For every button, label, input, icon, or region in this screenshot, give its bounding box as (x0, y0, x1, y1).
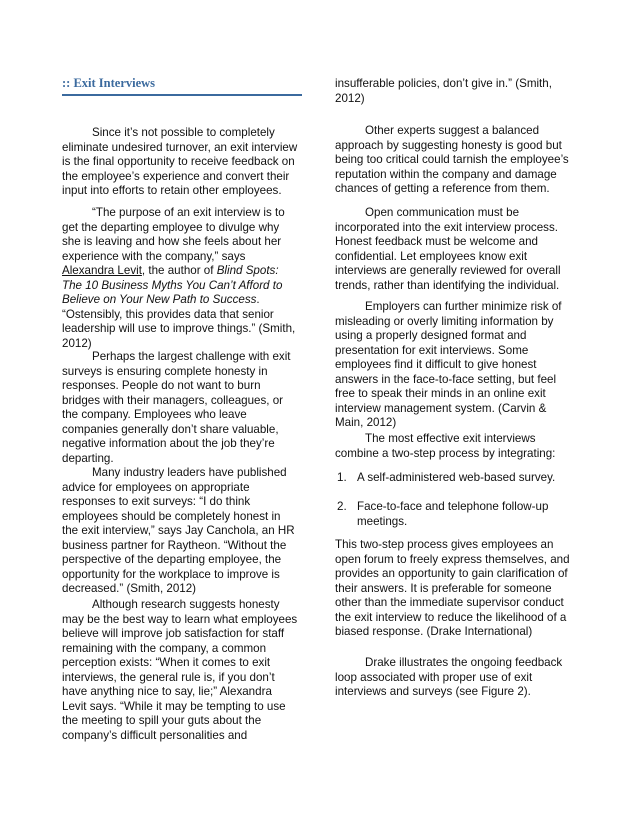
paragraph-5-text: Although research suggests honesty may be the best way to learn what employees believe will improve job satisfaction for staff remaining with the company, a common perception exists: “When it comes to exit interviews, the general rule is, if you don’t have anything nice to say, lie;” Alexandra Levit says. “While it may be tempting to use the meeting to spill your guts about the company’s difficult personalities and (62, 598, 298, 742)
book-title: Blind Spots: The 10 Business Myths You Can’t Afford to Believe on Your New Path to Success (62, 264, 283, 306)
paragraph-6 (335, 124, 571, 197)
paragraph-6-text: Other experts suggest a balanced approach by suggesting honesty is good but being too critical could tarnish the employee’s reputation within the company and damage chances of getting a reference from them. (335, 124, 569, 195)
author-link[interactable]: Alexandra Levit (62, 264, 142, 277)
section-heading: :: Exit Interviews (62, 76, 302, 96)
list-item (337, 500, 571, 529)
quote-text-2: , the author of (141, 264, 217, 277)
list-item-text: Face-to-face and telephone follow-up meetings. (357, 500, 549, 528)
paragraph-3 (62, 350, 298, 466)
paragraph-4 (62, 466, 298, 597)
paragraph-11-text: Drake illustrates the ongoing feedback loop associated with proper use of exit interviews and surveys (see Figure 2). (335, 656, 563, 698)
paragraph-8 (335, 300, 571, 431)
quote-text-3: . “Ostensibly, this provides data that senior leadership will use to improve things.” (Smith, 2012) (62, 293, 296, 350)
paragraph-1-text: Since it’s not possible to completely eliminate undesired turnover, an exit interview is the final opportunity to receive feedback on the employee’s experience and convert their input into efforts to retain other employees. (62, 126, 298, 197)
paragraph-1 (62, 126, 298, 199)
list-number: 2. (337, 500, 347, 513)
paragraph-continued: insufferable policies, don’t give in.” (Smith, 2012) (335, 77, 552, 105)
paragraph-10: This two-step process gives employees an open forum to freely express themselves, and provides an opportunity to gain clarification of their answers. It is preferable for someone other than the immediate supervisor conduct the exit interview to reduce the likelihood of a biased response. (Drake International) (335, 538, 570, 638)
list-item-text: A self-administered web-based survey. (357, 471, 556, 484)
paragraph-11 (335, 656, 571, 700)
paragraph-3-text: Perhaps the largest challenge with exit surveys is ensuring complete honesty in responses. People do not want to burn bridges with their managers, colleagues, or the company. Employees who leave companies generally don’t share valuable, negative information about the job they’re departing. (62, 350, 291, 465)
paragraph-7-text: Open communication must be incorporated into the exit interview process. Honest feedback must be welcome and confidential. Let employees know exit interviews are generally reviewed for overall trends, rather than identifying the individual. (335, 206, 561, 292)
paragraph-2 (62, 206, 298, 351)
paragraph-7 (335, 206, 571, 293)
paragraph-4-text: Many industry leaders have published advice for employees on appropriate responses to exit surveys: “I do think employees should be completely honest in the exit interview,” says Jay Canchola, an HR business partner for Raytheon. “Without the perspective of the departing employee, the opportunity for the workplace to improve is decreased.” (Smith, 2012) (62, 466, 295, 595)
quote-text: “The purpose of an exit interview is to get the departing employee to divulge why she is leaving and how she feels about her experience with the company,” says (62, 206, 285, 263)
paragraph-9 (335, 432, 571, 461)
paragraph-5 (62, 598, 298, 743)
list-item (337, 471, 571, 486)
paragraph-9-text: The most effective exit interviews combine a two-step process by integrating: (335, 432, 556, 460)
list-number: 1. (337, 471, 347, 484)
paragraph-8-text: Employers can further minimize risk of misleading or overly limiting information by using a properly designed format and presentation for exit interviews. Some employees find it difficult to give honest answers in the face-to-face setting, but feel free to speak their minds in an online exit interview management system. (Carvin & Main, 2012) (335, 300, 562, 429)
